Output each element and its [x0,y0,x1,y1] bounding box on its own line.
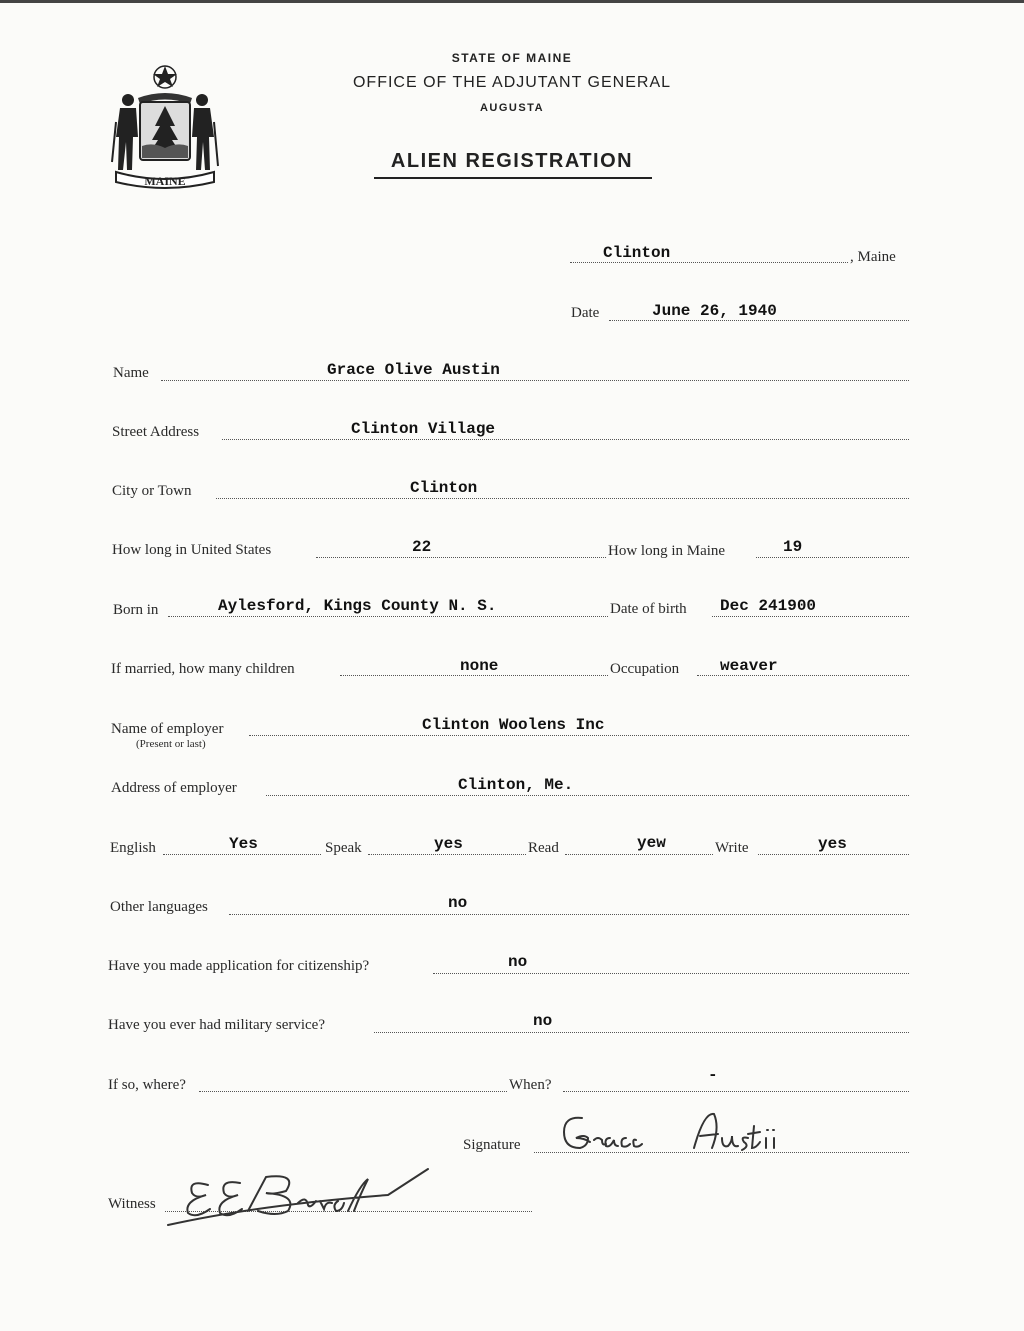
street-value: Clinton Village [351,420,496,438]
speak-value: yes [434,835,463,853]
witness-signature-handwriting [148,1165,438,1229]
location-town: Clinton [603,244,671,262]
name-label: Name [113,365,149,381]
form-title: ALIEN REGISTRATION [390,150,634,172]
how-long-maine-line [756,557,909,558]
how-long-us-value: 22 [412,538,432,556]
speak-line [368,854,526,855]
date-label: Date [571,305,600,321]
children-line [340,675,608,676]
read-line [565,854,713,855]
english-line [163,854,321,855]
witness-label: Witness [108,1196,156,1212]
location-suffix: , Maine [850,249,896,265]
employer-address-value: Clinton, Me. [458,776,574,794]
when-label: When? [509,1077,552,1093]
employer-value: Clinton Woolens Inc [422,716,605,734]
signature-handwriting [544,1108,844,1164]
english-value: Yes [229,835,258,853]
other-languages-label: Other languages [110,899,208,915]
how-long-maine-label: How long in Maine [608,543,726,559]
write-line [758,854,909,855]
where-line [199,1091,507,1092]
how-long-maine-value: 19 [783,538,803,556]
born-value: Aylesford, Kings County N. S. [218,597,497,615]
write-value: yes [818,835,847,853]
street-line [222,439,909,440]
signature-label: Signature [463,1137,521,1153]
military-line [374,1032,909,1033]
born-line [168,616,608,617]
name-value: Grace Olive Austin [327,361,500,379]
speak-label: Speak [325,840,362,856]
children-value: none [460,657,499,675]
date-value: June 26, 1940 [652,302,777,320]
when-value: - [708,1066,718,1084]
citizenship-value: no [508,953,528,971]
english-label: English [110,840,156,856]
dob-label: Date of birth [610,601,687,617]
location-line [570,262,848,263]
read-value: yew [637,834,666,852]
occupation-line [697,675,909,676]
write-label: Write [715,840,749,856]
seal-text: MAINE [144,174,186,188]
how-long-us-line [316,557,606,558]
born-label: Born in [113,602,159,618]
other-languages-value: no [448,894,468,912]
header-city: AUGUSTA [479,102,545,114]
header-office: OFFICE OF THE ADJUTANT GENERAL [352,74,672,91]
occupation-value: weaver [720,657,778,675]
header-state: STATE OF MAINE [451,51,573,65]
citizenship-label: Have you made application for citizenship? [108,958,370,974]
military-label: Have you ever had military service? [108,1017,325,1033]
occupation-label: Occupation [610,661,680,677]
read-label: Read [528,840,559,856]
city-value: Clinton [410,479,478,497]
employer-address-label: Address of employer [111,780,237,796]
how-long-us-label: How long in United States [112,542,272,558]
employer-address-line [266,795,909,796]
employer-line [249,735,909,736]
children-label: If married, how many children [111,661,295,677]
citizenship-line [433,973,909,974]
employer-label: Name of employer [111,721,224,737]
other-languages-line [229,914,909,915]
name-line [161,380,909,381]
employer-sublabel: (Present or last) [136,738,206,750]
top-border [0,0,1024,3]
street-label: Street Address [112,424,200,440]
when-line [563,1091,909,1092]
date-line [609,320,909,321]
title-underline [374,177,652,179]
where-label: If so, where? [108,1077,186,1093]
dob-value: Dec 241900 [720,597,817,615]
city-label: City or Town [112,483,192,499]
city-line [216,498,909,499]
dob-line [712,616,909,617]
military-value: no [533,1012,553,1030]
